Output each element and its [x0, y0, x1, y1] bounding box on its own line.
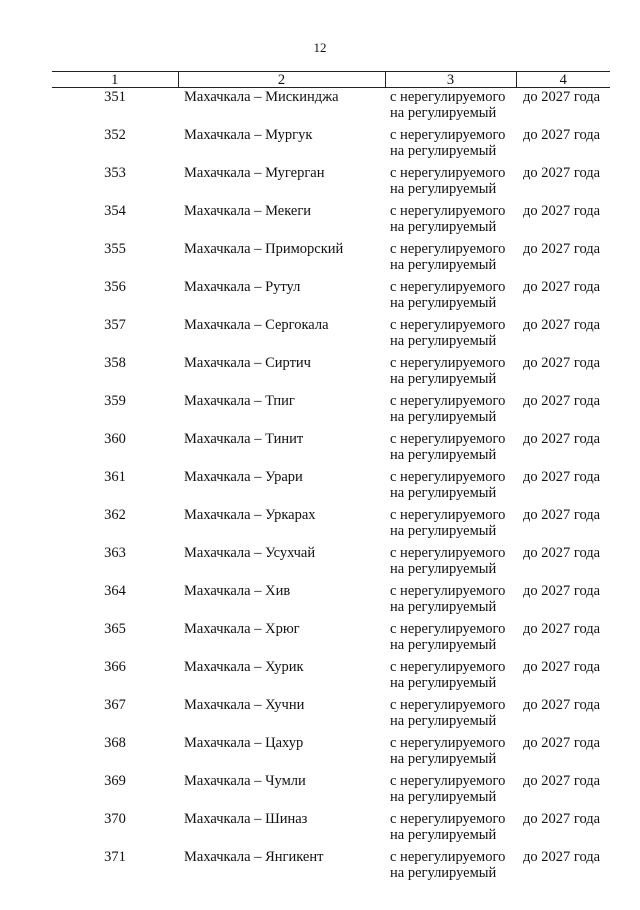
- row-number: 357: [104, 317, 126, 333]
- route-name: Махачкала – Сиртич: [184, 355, 311, 371]
- route-name: Махачкала – Шиназ: [184, 811, 308, 827]
- deadline: до 2027 года: [523, 773, 601, 789]
- route-name: Махачкала – Усухчай: [184, 545, 316, 561]
- change-to: на регулируемый: [390, 675, 497, 691]
- table-body: [52, 88, 610, 885]
- change-to: на регулируемый: [390, 257, 497, 273]
- table-row: [52, 200, 610, 238]
- deadline: до 2027 года: [523, 165, 601, 181]
- change-from: с нерегулируемого: [390, 431, 506, 447]
- deadline: до 2027 года: [523, 203, 601, 219]
- row-number: 371: [104, 849, 126, 865]
- change-to: на регулируемый: [390, 295, 497, 311]
- regulation-change: [385, 276, 516, 314]
- change-to: на регулируемый: [390, 561, 497, 577]
- change-from: с нерегулируемого: [390, 507, 506, 523]
- regulation-change: [385, 694, 516, 732]
- change-from: с нерегулируемого: [390, 735, 506, 751]
- route-name: Махачкала – Приморский: [184, 241, 344, 257]
- deadline: до 2027 года: [523, 811, 601, 827]
- change-from: с нерегулируемого: [390, 355, 506, 371]
- route-name: Махачкала – Уркарах: [184, 507, 316, 523]
- route-name: Махачкала – Янгикент: [184, 849, 324, 865]
- route-name: Махачкала – Хурик: [184, 659, 304, 675]
- route-name: Махачкала – Хрюг: [184, 621, 300, 637]
- change-from: с нерегулируемого: [390, 127, 506, 143]
- change-from: с нерегулируемого: [390, 583, 506, 599]
- regulation-change: [385, 88, 516, 125]
- route-name: Махачкала – Мугерган: [184, 165, 325, 181]
- page-number: 12: [313, 40, 327, 55]
- change-from: с нерегулируемого: [390, 545, 506, 561]
- change-to: на регулируемый: [390, 523, 497, 539]
- row-number: 363: [104, 545, 126, 561]
- row-number: 367: [104, 697, 126, 713]
- table-row: [52, 542, 610, 580]
- change-from: с нерегулируемого: [390, 697, 506, 713]
- deadline: до 2027 года: [523, 393, 601, 409]
- change-from: с нерегулируемого: [390, 203, 506, 219]
- deadline: до 2027 года: [523, 697, 601, 713]
- row-number: 354: [104, 203, 126, 219]
- route-name: Махачкала – Урари: [184, 469, 303, 485]
- header-col-1: 1: [52, 72, 178, 88]
- route-name: Махачкала – Сергокала: [184, 317, 329, 333]
- route-name: Махачкала – Цахур: [184, 735, 304, 751]
- table-row: [52, 694, 610, 732]
- change-from: с нерегулируемого: [390, 89, 506, 105]
- regulation-change: [385, 808, 516, 846]
- regulation-change: [385, 770, 516, 808]
- change-from: с нерегулируемого: [390, 241, 506, 257]
- deadline: до 2027 года: [523, 545, 601, 561]
- route-name: Махачкала – Тпиг: [184, 393, 295, 409]
- change-from: с нерегулируемого: [390, 279, 506, 295]
- header-col-2: 2: [178, 72, 385, 88]
- deadline: до 2027 года: [523, 659, 601, 675]
- change-from: с нерегулируемого: [390, 165, 506, 181]
- route-name: Махачкала – Мекеги: [184, 203, 312, 219]
- regulation-change: [385, 390, 516, 428]
- change-from: с нерегулируемого: [390, 811, 506, 827]
- route-name: Махачкала – Хучни: [184, 697, 305, 713]
- table-row: [52, 808, 610, 846]
- regulation-change: [385, 314, 516, 352]
- change-from: с нерегулируемого: [390, 773, 506, 789]
- change-to: на регулируемый: [390, 371, 497, 387]
- deadline: до 2027 года: [523, 735, 601, 751]
- change-from: с нерегулируемого: [390, 393, 506, 409]
- regulation-change: [385, 504, 516, 542]
- change-from: с нерегулируемого: [390, 849, 506, 865]
- deadline: до 2027 года: [523, 279, 601, 295]
- deadline: до 2027 года: [523, 89, 601, 105]
- routes-table: [52, 71, 610, 884]
- table-row: [52, 276, 610, 314]
- change-to: на регулируемый: [390, 751, 497, 767]
- regulation-change: [385, 428, 516, 466]
- deadline: до 2027 года: [523, 849, 601, 865]
- row-number: 362: [104, 507, 126, 523]
- change-to: на регулируемый: [390, 865, 497, 881]
- change-to: на регулируемый: [390, 789, 497, 805]
- regulation-change: [385, 162, 516, 200]
- change-to: на регулируемый: [390, 827, 497, 843]
- table-row: [52, 124, 610, 162]
- row-number: 368: [104, 735, 126, 751]
- deadline: до 2027 года: [523, 507, 601, 523]
- row-number: 359: [104, 393, 126, 409]
- change-to: на регулируемый: [390, 105, 497, 121]
- table-row: [52, 390, 610, 428]
- regulation-change: [385, 732, 516, 770]
- row-number: 353: [104, 165, 126, 181]
- route-name: Махачкала – Хив: [184, 583, 291, 599]
- change-from: с нерегулируемого: [390, 659, 506, 675]
- route-name: Махачкала – Мургук: [184, 127, 313, 143]
- regulation-change: [385, 580, 516, 618]
- deadline: до 2027 года: [523, 241, 601, 257]
- row-number: 358: [104, 355, 126, 371]
- header-row: [52, 72, 610, 88]
- change-to: на регулируемый: [390, 485, 497, 501]
- route-name: Махачкала – Чумли: [184, 773, 306, 789]
- row-number: 369: [104, 773, 126, 789]
- header-col-3: 3: [385, 72, 516, 88]
- header-col-4: 4: [516, 72, 610, 88]
- row-number: 351: [104, 89, 126, 105]
- route-name: Махачкала – Тинит: [184, 431, 304, 447]
- deadline: до 2027 года: [523, 355, 601, 371]
- row-number: 370: [104, 811, 126, 827]
- regulation-change: [385, 352, 516, 390]
- change-from: с нерегулируемого: [390, 469, 506, 485]
- row-number: 355: [104, 241, 126, 257]
- table-row: [52, 428, 610, 466]
- change-to: на регулируемый: [390, 333, 497, 349]
- deadline: до 2027 года: [523, 317, 601, 333]
- table-row: [52, 88, 610, 125]
- change-to: на регулируемый: [390, 181, 497, 197]
- table-row: [52, 238, 610, 276]
- regulation-change: [385, 542, 516, 580]
- deadline: до 2027 года: [523, 127, 601, 143]
- row-number: 365: [104, 621, 126, 637]
- table-row: [52, 352, 610, 390]
- table-row: [52, 846, 610, 884]
- change-to: на регулируемый: [390, 409, 497, 425]
- regulation-change: [385, 466, 516, 504]
- row-number: 360: [104, 431, 126, 447]
- regulation-change: [385, 618, 516, 656]
- deadline: до 2027 года: [523, 583, 601, 599]
- deadline: до 2027 года: [523, 621, 601, 637]
- change-to: на регулируемый: [390, 219, 497, 235]
- row-number: 361: [104, 469, 126, 485]
- route-name: Махачкала – Рутул: [184, 279, 301, 295]
- deadline: до 2027 года: [523, 431, 601, 447]
- change-to: на регулируемый: [390, 599, 497, 615]
- regulation-change: [385, 124, 516, 162]
- change-to: на регулируемый: [390, 637, 497, 653]
- route-name: Махачкала – Мискинджа: [184, 89, 339, 105]
- table-header: [52, 72, 610, 88]
- deadline: до 2027 года: [523, 469, 601, 485]
- table-row: [52, 732, 610, 770]
- table-row: [52, 770, 610, 808]
- table-row: [52, 656, 610, 694]
- table-row: [52, 618, 610, 656]
- change-to: на регулируемый: [390, 447, 497, 463]
- table-row: [52, 314, 610, 352]
- row-number: 366: [104, 659, 126, 675]
- table-row: [52, 504, 610, 542]
- change-to: на регулируемый: [390, 143, 497, 159]
- change-to: на регулируемый: [390, 713, 497, 729]
- table-row: [52, 162, 610, 200]
- row-number: 364: [104, 583, 126, 599]
- change-from: с нерегулируемого: [390, 317, 506, 333]
- change-from: с нерегулируемого: [390, 621, 506, 637]
- row-number: 352: [104, 127, 126, 143]
- regulation-change: [385, 846, 516, 884]
- row-number: 356: [104, 279, 126, 295]
- table-row: [52, 466, 610, 504]
- regulation-change: [385, 200, 516, 238]
- regulation-change: [385, 238, 516, 276]
- table-row: [52, 580, 610, 618]
- regulation-change: [385, 656, 516, 694]
